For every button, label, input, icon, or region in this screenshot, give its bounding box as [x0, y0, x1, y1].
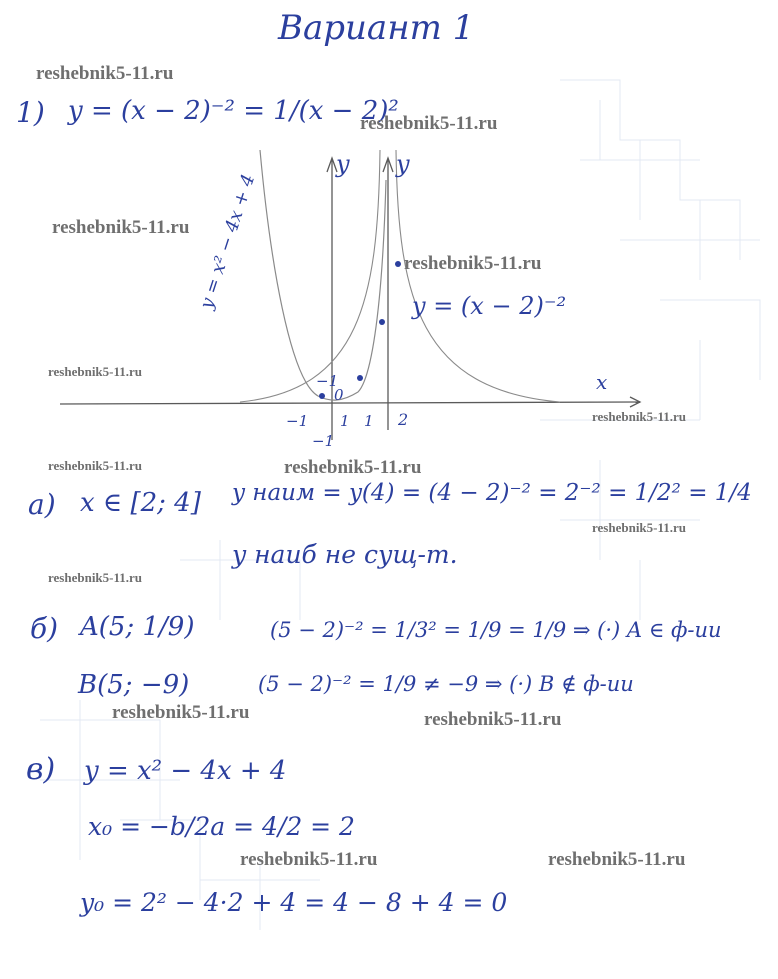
watermark: reshebnik5-11.ru: [240, 849, 378, 870]
tick-label: 1: [340, 412, 350, 430]
watermark: reshebnik5-11.ru: [36, 63, 174, 84]
hyperbola-right-branch: [396, 150, 560, 402]
task-number: 1): [16, 96, 45, 129]
function-formula: y = (x − 2)⁻² = 1/(x − 2)²: [68, 96, 399, 126]
y-axis-2-label: y: [396, 150, 410, 178]
tick-label: −1: [286, 412, 309, 430]
point-a: A(5; 1/9): [80, 612, 195, 642]
part-a-max: y наиб не сущ-т.: [232, 540, 458, 569]
vertex-y: y₀ = 2² − 4·2 + 4 = 4 − 8 + 4 = 0: [80, 888, 508, 917]
watermark: reshebnik5-11.ru: [48, 364, 143, 379]
hyperbola-label: y = (x − 2)⁻²: [412, 292, 567, 320]
tick-label: −1: [316, 372, 339, 390]
watermark: reshebnik5-11.ru: [52, 217, 190, 238]
graph-point: [357, 375, 363, 381]
part-a-min: y наим = y(4) = (4 − 2)⁻² = 2⁻² = 1/2² = 1/4: [232, 480, 752, 506]
part-a-interval: x ∈ [2; 4]: [80, 488, 201, 518]
watermark: reshebnik5-11.ru: [404, 253, 542, 274]
parabola-curve: [260, 150, 386, 400]
vertex-x: x₀ = −b/2a = 4/2 = 2: [88, 812, 355, 841]
point-b-check: (5 − 2)⁻² = 1/9 ≠ −9 ⇒ (·) B ∉ ф-ии: [258, 672, 634, 696]
watermark: reshebnik5-11.ru: [48, 458, 143, 473]
graph-point: [395, 261, 401, 267]
part-v-label: в): [26, 752, 56, 787]
watermark: reshebnik5-11.ru: [284, 457, 422, 478]
parabola-label: y = x² − 4x + 4: [196, 171, 260, 312]
part-a-label: а): [28, 488, 56, 521]
hyperbola-left-branch: [240, 150, 380, 402]
x-axis: [60, 402, 640, 404]
y-axis-label: y: [336, 150, 350, 178]
graph-point: [379, 319, 385, 325]
page-title: Вариант 1: [278, 8, 475, 48]
watermark: reshebnik5-11.ru: [548, 849, 686, 870]
tick-label: 1: [364, 412, 374, 430]
watermark: reshebnik5-11.ru: [112, 702, 250, 723]
part-v-equation: y = x² − 4x + 4: [84, 756, 287, 786]
tick-label: 2: [398, 410, 409, 429]
watermark: reshebnik5-11.ru: [592, 520, 687, 535]
part-b-label: б): [30, 612, 59, 645]
watermark: reshebnik5-11.ru: [48, 570, 143, 585]
x-axis-label: x: [596, 370, 608, 394]
point-b: B(5; −9): [78, 670, 190, 700]
watermark: reshebnik5-11.ru: [424, 709, 562, 730]
graph-point: [319, 393, 325, 399]
tick-label: 0: [334, 386, 344, 404]
point-a-check: (5 − 2)⁻² = 1/3² = 1/9 = 1/9 ⇒ (·) A ∈ ф-ии: [270, 618, 722, 642]
watermark: reshebnik5-11.ru: [592, 409, 687, 424]
tick-label: −1: [312, 432, 335, 450]
watermark: reshebnik5-11.ru: [360, 113, 498, 134]
